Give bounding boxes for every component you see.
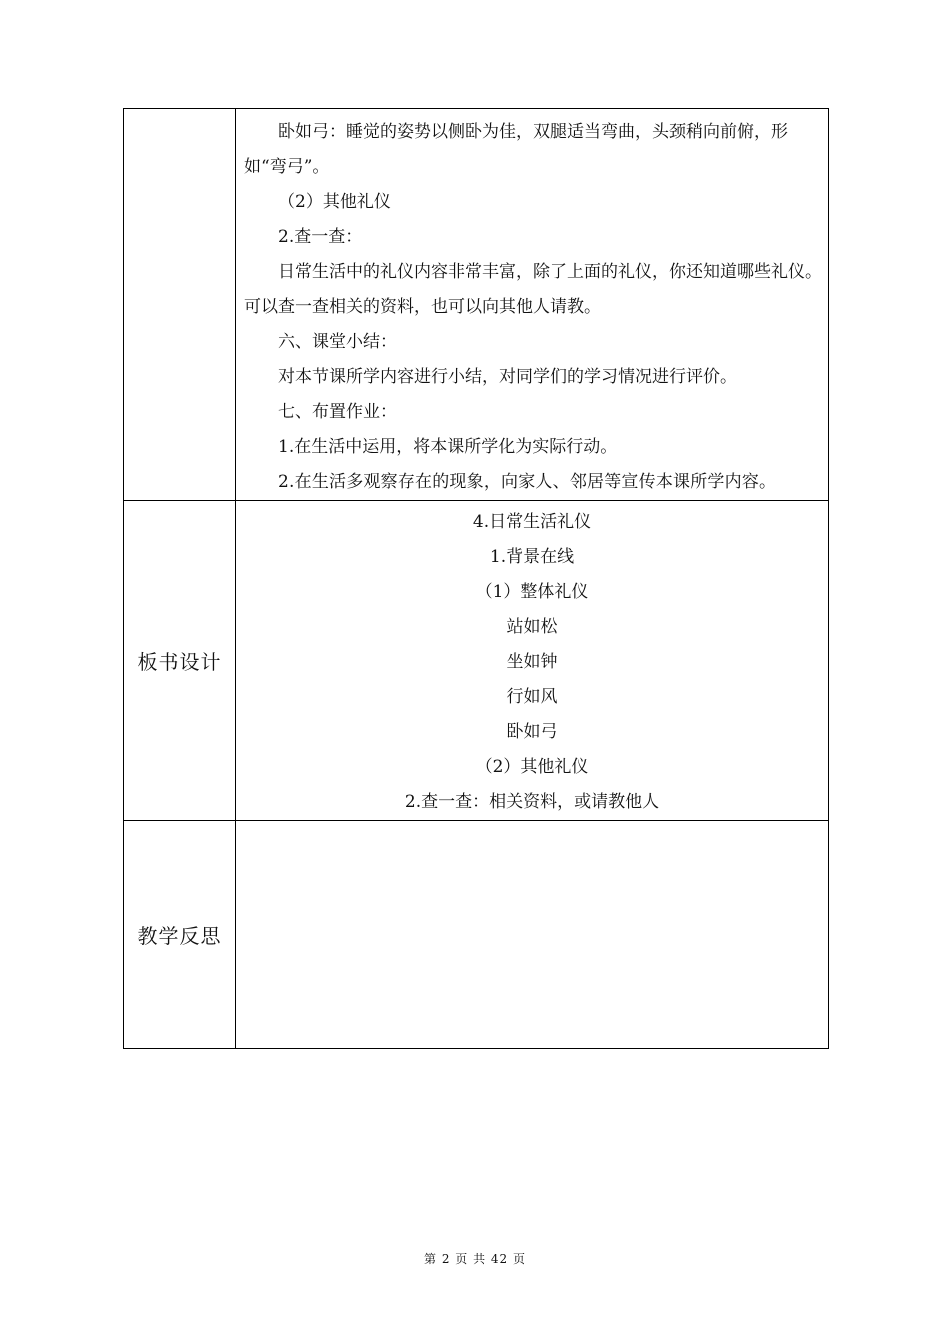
board-line-background: 1.背景在线 <box>489 547 575 567</box>
paragraph-check-heading: 2.查一查： <box>278 227 363 247</box>
page-footer: 第 2 页 共 42 页 <box>424 1252 526 1266</box>
paragraph-homework-2: 2.在生活多观察存在的现象，向家人、邻居等宣传本课所学内容。 <box>278 472 777 492</box>
paragraph-summary-text: 对本节课所学内容进行小结，对同学们的学习情况进行评价。 <box>278 367 737 387</box>
board-line-stand: 站如松 <box>506 617 558 637</box>
board-line-sit: 坐如钟 <box>506 652 558 672</box>
paragraph-homework-1: 1.在生活中运用，将本课所学化为实际行动。 <box>278 437 618 457</box>
board-line-walk: 行如风 <box>506 687 558 707</box>
reflection-cell <box>236 821 829 1049</box>
paragraph-summary-heading: 六、课堂小结： <box>278 332 397 352</box>
board-design-label: 板书设计 <box>124 501 236 821</box>
paragraph-check-description: 日常生活中的礼仪内容非常丰富，除了上面的礼仪，你还知道哪些礼仪。可以查一查相关的资料，也可以向其他人请教。 <box>244 262 822 317</box>
lesson-plan-table <box>123 108 829 1049</box>
board-line-overall: （1）整体礼仪 <box>475 582 589 602</box>
paragraph-sleeping-posture: 卧如弓：睡觉的姿势以侧卧为佳，双腿适当弯曲，头颈稍向前俯，形如“弯弓”。 <box>244 122 788 177</box>
paragraph-homework-heading: 七、布置作业： <box>278 402 397 422</box>
empty-label-cell <box>124 109 236 501</box>
board-line-check: 2.查一查：相关资料，或请教他人 <box>404 792 660 812</box>
reflection-label: 教学反思 <box>124 821 236 1049</box>
teaching-process-row <box>124 109 829 501</box>
board-line-other: （2）其他礼仪 <box>475 757 589 777</box>
reflection-row <box>124 821 829 1049</box>
board-line-lie: 卧如弓 <box>506 722 558 742</box>
teaching-process-cell <box>236 109 829 501</box>
paragraph-other-etiquette: （2）其他礼仪 <box>278 192 391 212</box>
board-design-row <box>124 501 829 821</box>
board-line-title: 4.日常生活礼仪 <box>472 512 592 532</box>
board-design-cell <box>236 501 829 821</box>
